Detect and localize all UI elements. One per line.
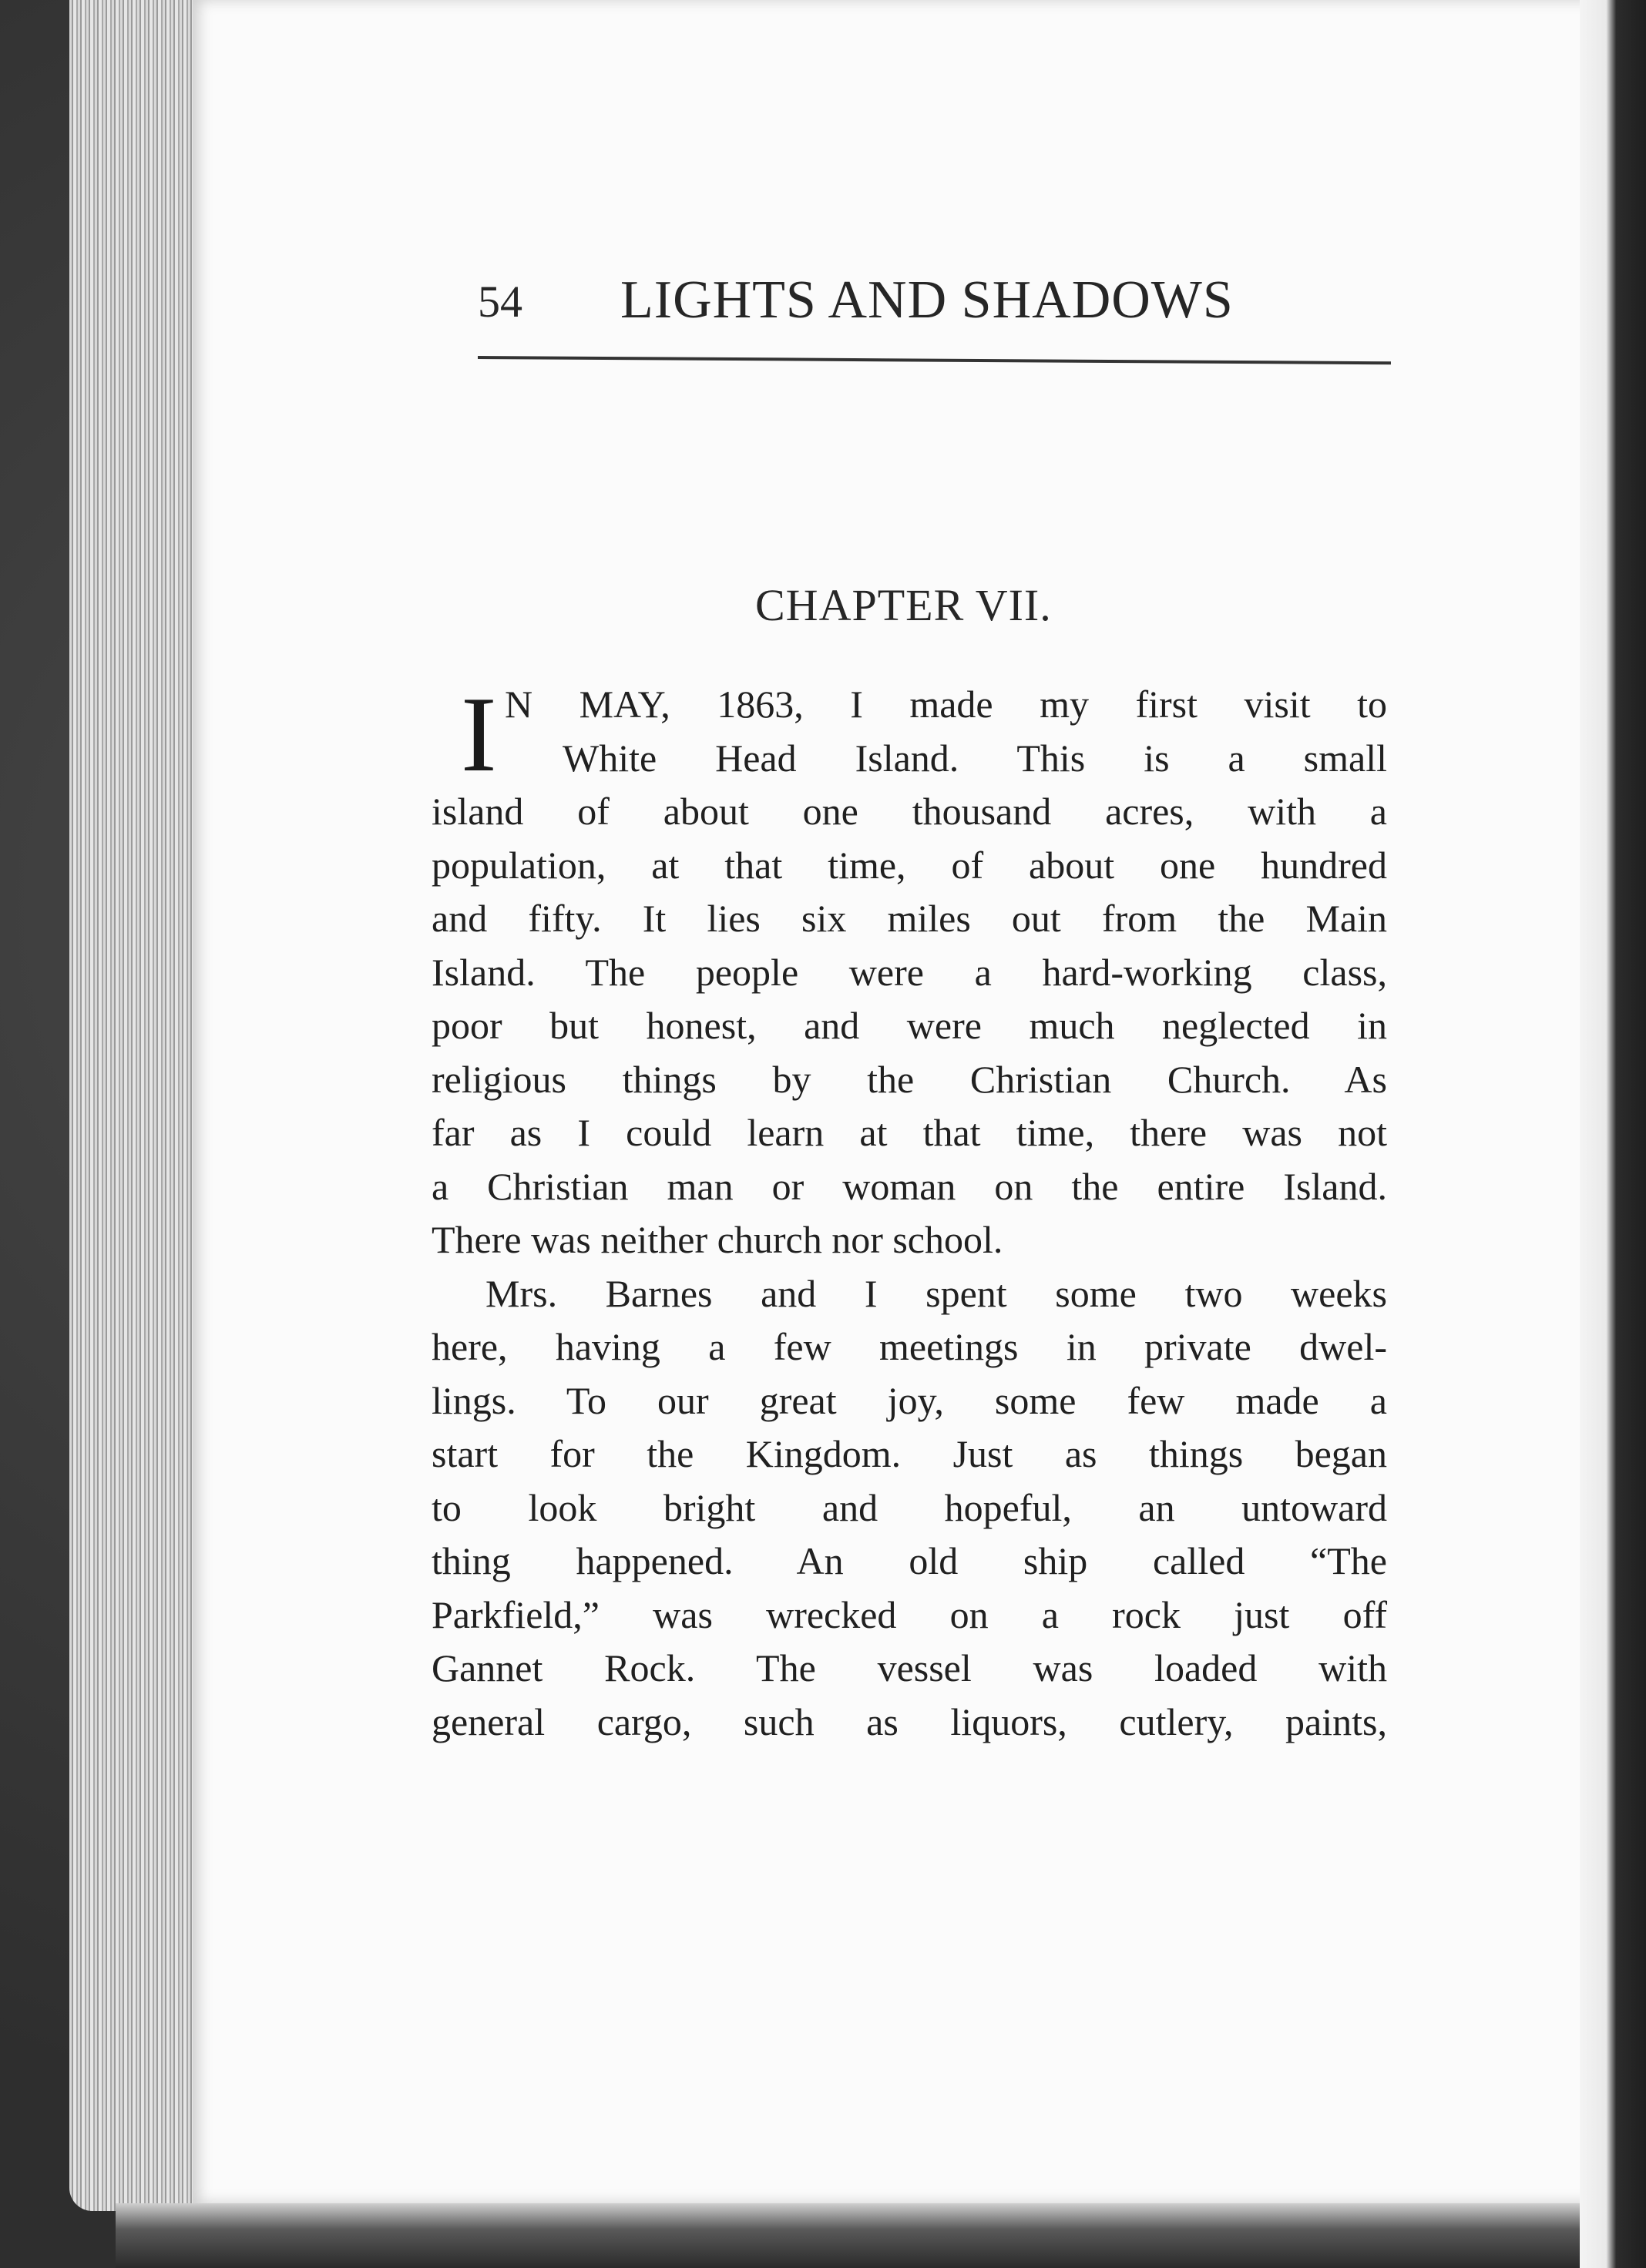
text-line: island of about one thousand acres, with a (432, 790, 1387, 833)
text-line: population, at that time, of about one hundred (432, 843, 1387, 887)
text-line: religious things by the Christian Church. As (432, 1057, 1387, 1101)
text-line: a Christian man or woman on the entire Island. (432, 1164, 1387, 1208)
text-line: Mrs. Barnes and I spent some two weeks (485, 1271, 1387, 1315)
running-head (478, 270, 1387, 354)
text-line: to look bright and hopeful, an untoward (432, 1485, 1387, 1529)
text-line: start for the Kingdom. Just as things began (432, 1432, 1387, 1475)
paragraph-2 (432, 1267, 1387, 1750)
chapter-heading: CHAPTER VII. (755, 580, 1052, 630)
text-line: Parkfield,” was wrecked on a rock just off (432, 1592, 1387, 1636)
text-line: There was neither church nor school. (432, 1218, 1003, 1261)
book-page-edges (69, 0, 200, 2211)
text-line: lings. To our great joy, some few made a (432, 1378, 1387, 1422)
text-line: thing happened. An old ship called “The (432, 1539, 1387, 1582)
running-title: LIGHTS AND SHADOWS (620, 270, 1234, 330)
text-line: general cargo, such as liquors, cutlery, paints, (432, 1699, 1387, 1743)
book-bottom-edge (116, 2203, 1646, 2268)
body-text (432, 675, 1387, 1749)
text-line: Gannet Rock. The vessel was loaded with (432, 1646, 1387, 1689)
book-right-edge (1580, 0, 1646, 2268)
text-line: poor but honest, and were much neglected in (432, 1004, 1387, 1047)
text-line: here, having a few meetings in private dwel- (432, 1325, 1387, 1368)
paragraph-1 (432, 675, 1387, 1267)
page-number: 54 (478, 277, 522, 327)
text-line: Island. The people were a hard-working class, (432, 950, 1387, 994)
text-line: N MAY, 1863, I made my first visit to (505, 683, 1387, 726)
text-line: far as I could learn at that time, there was not (432, 1111, 1387, 1154)
text-line: and fifty. It lies six miles out from the Main (432, 897, 1387, 940)
text-line: White Head Island. This is a small (563, 736, 1387, 780)
drop-cap: I (461, 675, 497, 794)
